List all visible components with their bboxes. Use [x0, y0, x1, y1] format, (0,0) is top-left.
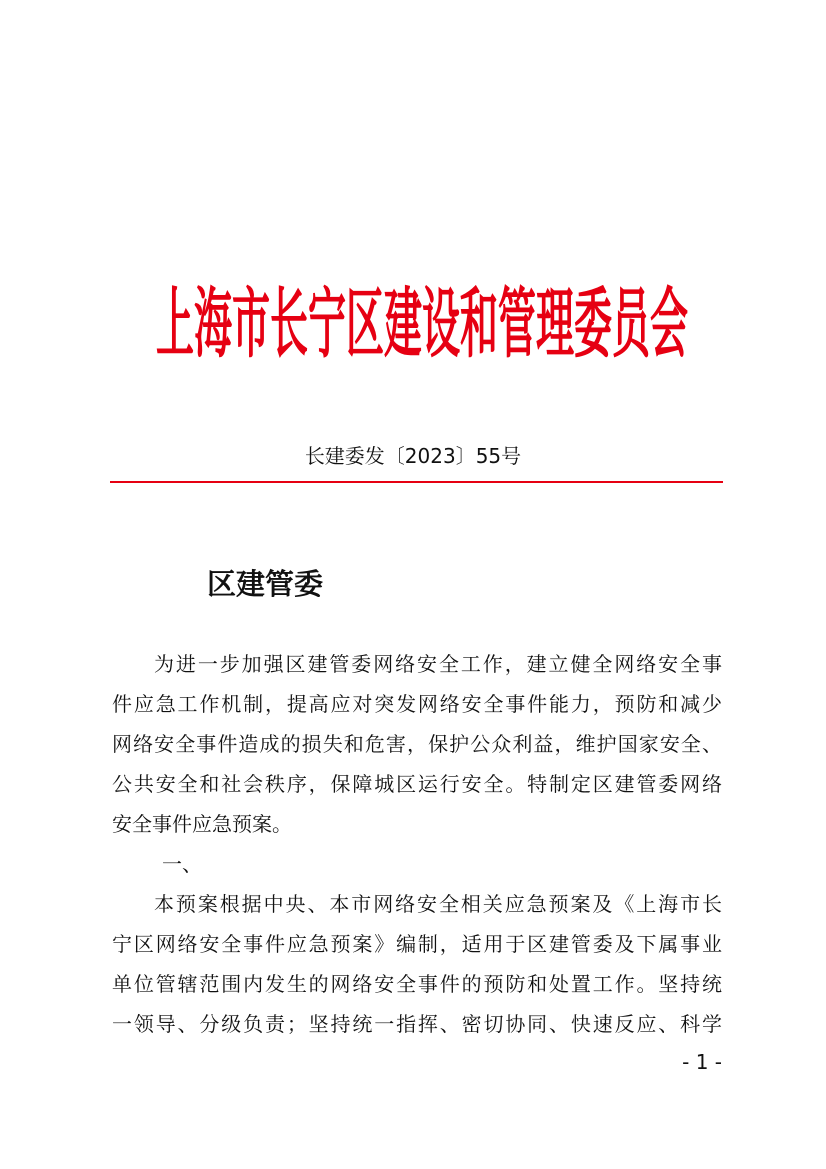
page-number: - 1 - — [682, 1050, 722, 1074]
text-line: 安全事件应急预案。 — [112, 812, 292, 836]
section-heading: 一、 — [162, 852, 202, 876]
text-line: 本预案根据中央、本市网络安全相关应急预案及《上海市长 — [154, 892, 722, 916]
text-line: 单位管辖范围内发生的网络安全事件的预防和处置工作。坚持统 — [112, 972, 722, 996]
recipient: 区建管委 — [207, 567, 324, 601]
text-line: 为进一步加强区建管委网络安全工作，建立健全网络安全事 — [154, 652, 722, 676]
document-number: 长建委发〔2023〕55号 — [304, 444, 522, 468]
text-line: 件应急工作机制，提高应对突发网络安全事件能力，预防和减少 — [112, 692, 722, 716]
text-line: 网络安全事件造成的损失和危害，保护公众利益，维护国家安全、 — [112, 732, 722, 756]
text-line: 宁区网络安全事件应急预案》编制，适用于区建管委及下属事业 — [112, 932, 722, 956]
text-line: 一领导、分级负责；坚持统一指挥、密切协同、快速反应、科学 — [112, 1012, 722, 1036]
document-body — [112, 648, 722, 1048]
text-line: 公共安全和社会秩序，保障城区运行安全。特制定区建管委网络 — [112, 772, 722, 796]
red-divider — [110, 481, 723, 483]
issuer-title: 上海市长宁区建设和管理委员会 — [156, 278, 689, 368]
